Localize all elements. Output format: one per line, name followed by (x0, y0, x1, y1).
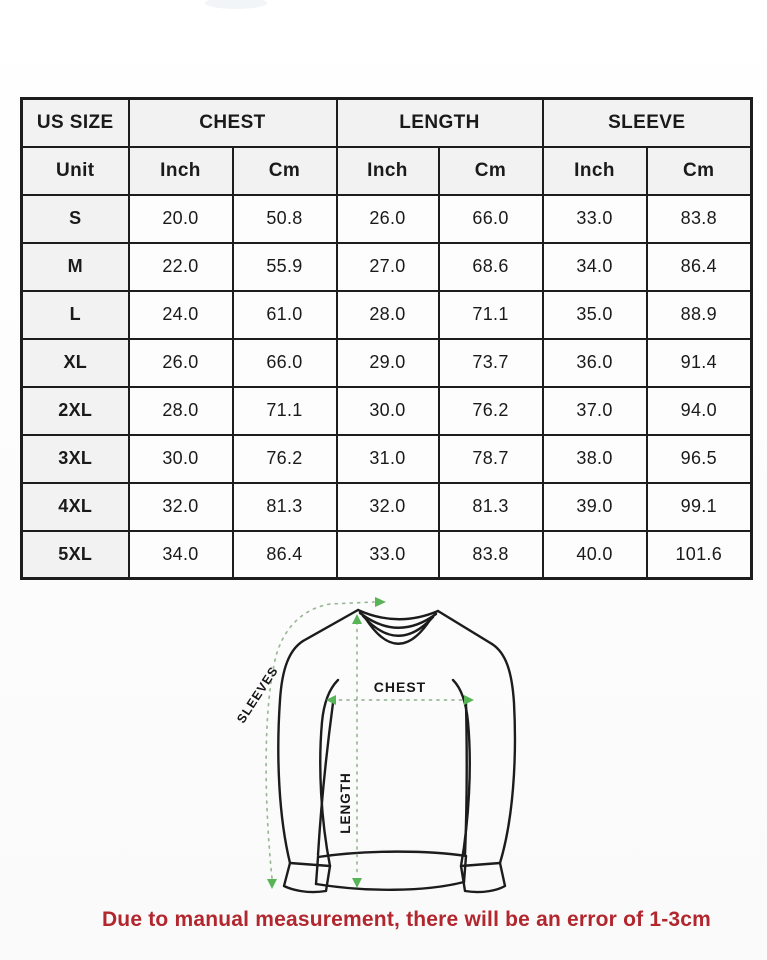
right-cuff (461, 863, 505, 892)
header-us-size: US SIZE (22, 99, 129, 147)
size-chart-table (20, 97, 753, 580)
chest-inch-header: Inch (129, 147, 233, 195)
measurement-cell: 71.1 (233, 387, 337, 435)
size-table-body (22, 195, 752, 579)
size-label-cell: M (22, 243, 129, 291)
waistband-right-edge (464, 856, 466, 882)
measurement-cell: 91.4 (647, 339, 752, 387)
measurement-arrows (266, 597, 474, 889)
size-label-cell: 2XL (22, 387, 129, 435)
measurement-cell: 28.0 (337, 291, 439, 339)
measurement-cell: 96.5 (647, 435, 752, 483)
measurement-cell: 73.7 (439, 339, 543, 387)
sleeve-arrowhead-bottom-icon (267, 879, 277, 889)
table-row (22, 339, 752, 387)
measurement-cell: 83.8 (647, 195, 752, 243)
measurement-cell: 22.0 (129, 243, 233, 291)
table-row (22, 483, 752, 531)
measurement-cell: 66.0 (233, 339, 337, 387)
length-arrowhead-top-icon (352, 614, 362, 624)
measurement-cell: 76.2 (233, 435, 337, 483)
right-shoulder-line (438, 611, 492, 644)
left-sleeve-outer (278, 641, 303, 863)
measurement-cell: 24.0 (129, 291, 233, 339)
table-row (22, 243, 752, 291)
unit-header-row (22, 147, 752, 195)
right-body-edge (465, 703, 467, 855)
length-arrowhead-bottom-icon (352, 878, 362, 888)
sleeve-arrowhead-top-icon (375, 597, 386, 607)
sleeve-cm-header: Cm (647, 147, 752, 195)
measurement-cell: 40.0 (543, 531, 647, 579)
measurement-cell: 20.0 (129, 195, 233, 243)
waistband-top (318, 852, 466, 857)
measurement-cell: 99.1 (647, 483, 752, 531)
measurement-cell: 38.0 (543, 435, 647, 483)
size-label-cell: L (22, 291, 129, 339)
sleeves-label: SLEEVES (234, 663, 282, 726)
measurement-cell: 50.8 (233, 195, 337, 243)
measurement-cell: 36.0 (543, 339, 647, 387)
table-row (22, 435, 752, 483)
measurement-cell: 32.0 (337, 483, 439, 531)
size-label-cell: 5XL (22, 531, 129, 579)
chest-cm-header: Cm (233, 147, 337, 195)
table-row (22, 291, 752, 339)
length-cm-header: Cm (439, 147, 543, 195)
measurement-cell: 61.0 (233, 291, 337, 339)
chest-label: CHEST (373, 679, 427, 695)
measurement-cell: 30.0 (337, 387, 439, 435)
measurement-cell: 27.0 (337, 243, 439, 291)
header-chest: CHEST (129, 99, 337, 147)
measurement-disclaimer: Due to manual measurement, there will be an error of 1-3cm (101, 908, 712, 931)
measurement-cell: 86.4 (647, 243, 752, 291)
measurement-cell: 66.0 (439, 195, 543, 243)
measurement-cell: 37.0 (543, 387, 647, 435)
chest-arrowhead-right-icon (464, 695, 474, 705)
measurement-cell: 88.9 (647, 291, 752, 339)
size-label-cell: S (22, 195, 129, 243)
measurement-cell: 33.0 (337, 531, 439, 579)
measurement-cell: 39.0 (543, 483, 647, 531)
measurement-cell: 28.0 (129, 387, 233, 435)
left-cuff (284, 863, 330, 892)
measurement-cell: 78.7 (439, 435, 543, 483)
table-row (22, 531, 752, 579)
group-header-row (22, 99, 752, 147)
measurement-cell: 86.4 (233, 531, 337, 579)
measurement-cell: 101.6 (647, 531, 752, 579)
measurement-cell: 71.1 (439, 291, 543, 339)
table-row (22, 387, 752, 435)
measurement-cell: 94.0 (647, 387, 752, 435)
measurement-cell: 29.0 (337, 339, 439, 387)
waistband-bottom (316, 882, 464, 890)
length-label: LENGTH (338, 772, 353, 834)
size-chart-header (22, 99, 752, 195)
measurement-cell: 81.3 (233, 483, 337, 531)
measurement-cell: 35.0 (543, 291, 647, 339)
measurement-cell: 76.2 (439, 387, 543, 435)
measurement-cell: 32.0 (129, 483, 233, 531)
measurement-cell: 34.0 (543, 243, 647, 291)
measurement-cell: 34.0 (129, 531, 233, 579)
sleeve-inch-header: Inch (543, 147, 647, 195)
measurement-cell: 26.0 (129, 339, 233, 387)
length-inch-header: Inch (337, 147, 439, 195)
measurement-cell: 26.0 (337, 195, 439, 243)
measurement-cell: 55.9 (233, 243, 337, 291)
table-row (22, 195, 752, 243)
measurement-cell: 81.3 (439, 483, 543, 531)
size-label-cell: XL (22, 339, 129, 387)
size-label-cell: 4XL (22, 483, 129, 531)
measurement-cell: 30.0 (129, 435, 233, 483)
left-sleeve-inner (320, 680, 338, 866)
waistband-left-edge (316, 857, 318, 884)
sweatshirt-outline (278, 610, 515, 892)
header-sleeve: SLEEVE (543, 99, 752, 147)
left-shoulder-line (303, 610, 358, 641)
measurement-cell: 31.0 (337, 435, 439, 483)
right-sleeve-outer (492, 644, 515, 863)
measurement-cell: 83.8 (439, 531, 543, 579)
collar-rim (358, 610, 438, 619)
header-length: LENGTH (337, 99, 543, 147)
unit-label-cell: Unit (22, 147, 129, 195)
size-label-cell: 3XL (22, 435, 129, 483)
sweatshirt-measurement-diagram (225, 588, 565, 913)
measurement-cell: 33.0 (543, 195, 647, 243)
measurement-cell: 68.6 (439, 243, 543, 291)
